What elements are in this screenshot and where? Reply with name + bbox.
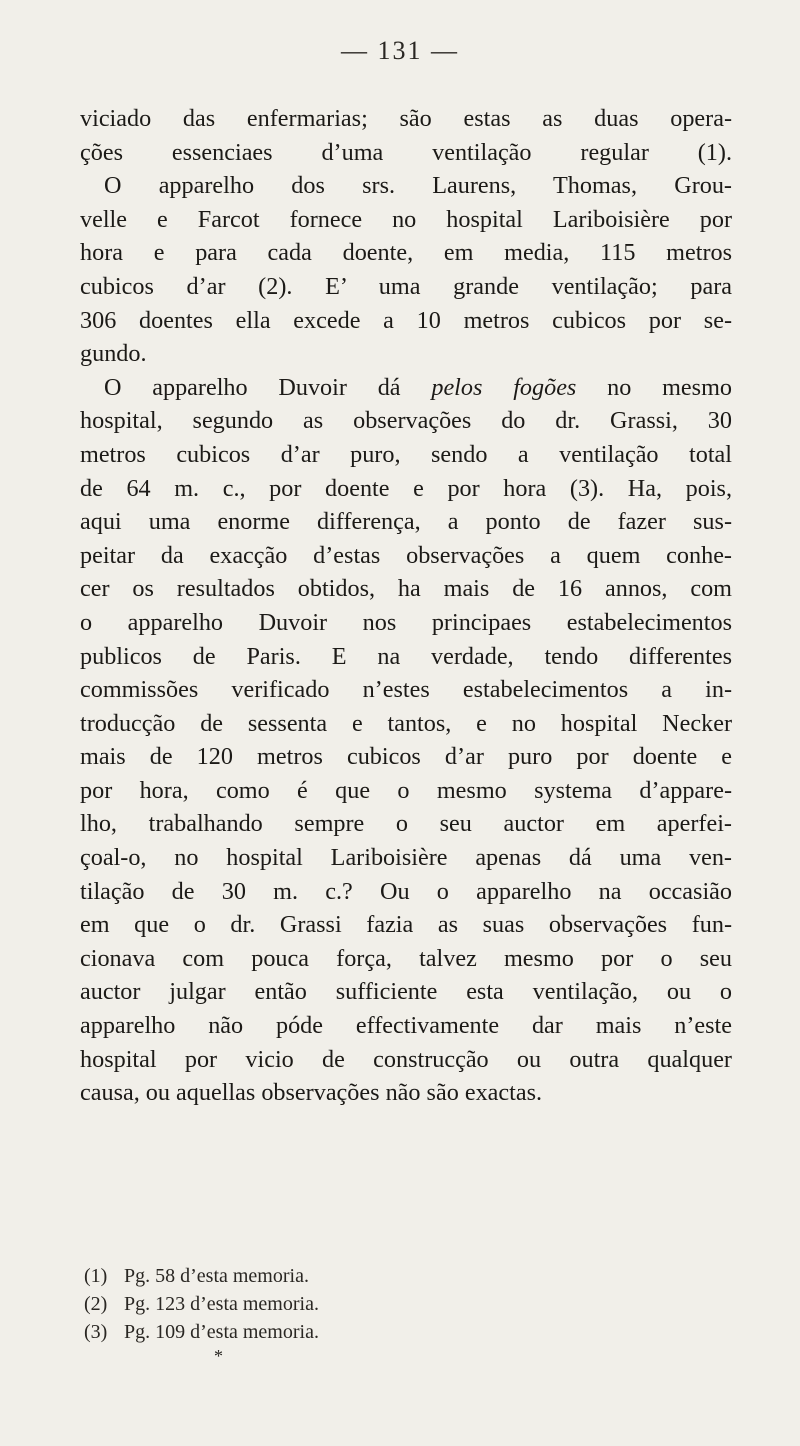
text-line: ções essenciaes d’uma ventilação regular (1). [80, 138, 732, 166]
footnote-number: (1) [84, 1265, 108, 1287]
body-text [80, 102, 732, 1110]
footnote-text: Pg. 58 d’esta memoria. [124, 1265, 309, 1287]
text-line: cer os resultados obtidos, ha mais de 16 annos, com [80, 575, 732, 603]
page-number: — 131 — [341, 36, 459, 65]
text-line: lho, trabalhando sempre o seu auctor em aperfei- [80, 810, 732, 838]
text-line: viciado das enfermarias; são estas as duas opera- [80, 105, 732, 132]
text-line: causa, ou aquellas observações não são exactas. [80, 1079, 543, 1107]
footnote-number: (3) [84, 1321, 108, 1343]
footnote [84, 1290, 544, 1318]
text-line: peitar da exacção d’estas observações a quem conhe- [80, 541, 732, 569]
text-line: cionava com pouca força, talvez mesmo por o seu [80, 944, 732, 972]
text-line: 306 doentes ella excede a 10 metros cubicos por se- [80, 306, 732, 334]
text-line: gundo. [80, 340, 147, 368]
text-line: metros cubicos d’ar puro, sendo a ventilação total [80, 440, 732, 468]
text-line: em que o dr. Grassi fazia as suas observações fun- [80, 911, 732, 939]
text-line: de 64 m. c., por doente e por hora (3). Ha, pois, [80, 474, 732, 502]
text-line: publicos de Paris. E na verdade, tendo differentes [80, 642, 732, 670]
footnote [84, 1262, 544, 1290]
footnotes [84, 1262, 544, 1346]
text-line: hospital por vicio de construcção ou outra qualquer [80, 1045, 732, 1073]
footnote-text: Pg. 109 d’esta memoria. [124, 1321, 319, 1343]
text-line: O apparelho Duvoir dá pelos fogões no mesmo [104, 373, 732, 401]
footnote [84, 1318, 544, 1346]
text-line: hospital, segundo as observações do dr. Grassi, 30 [80, 407, 732, 435]
text-line: hora e para cada doente, em media, 115 metros [80, 239, 732, 267]
footnote-text: Pg. 123 d’esta memoria. [124, 1293, 319, 1315]
text-line: tilação de 30 m. c.? Ou o apparelho na occasião [80, 877, 732, 905]
text-line: troducção de sessenta e tantos, e no hospital Necker [80, 709, 732, 737]
footnote-number: (2) [84, 1293, 108, 1315]
text-line: velle e Farcot fornece no hospital Lariboisière por [80, 205, 732, 233]
text-line: çoal-o, no hospital Lariboisière apenas dá uma ven- [80, 844, 732, 872]
signature-mark: * [214, 1346, 223, 1366]
text-line: o apparelho Duvoir nos principaes estabelecimentos [80, 608, 732, 636]
text-line: cubicos d’ar (2). E’ uma grande ventilação; para [80, 272, 732, 300]
text-line: mais de 120 metros cubicos d’ar puro por doente e [80, 743, 732, 771]
text-line: aqui uma enorme differença, a ponto de fazer sus- [80, 508, 732, 536]
text-line: auctor julgar então sufficiente esta ventilação, ou o [80, 978, 732, 1006]
text-line: commissões verificado n’estes estabelecimentos a in- [80, 676, 732, 704]
text-line: apparelho não póde effectivamente dar mais n’este [80, 1012, 732, 1040]
text-line: O apparelho dos srs. Laurens, Thomas, Grou- [104, 172, 732, 200]
text-line: por hora, como é que o mesmo systema d’appare- [80, 776, 732, 804]
